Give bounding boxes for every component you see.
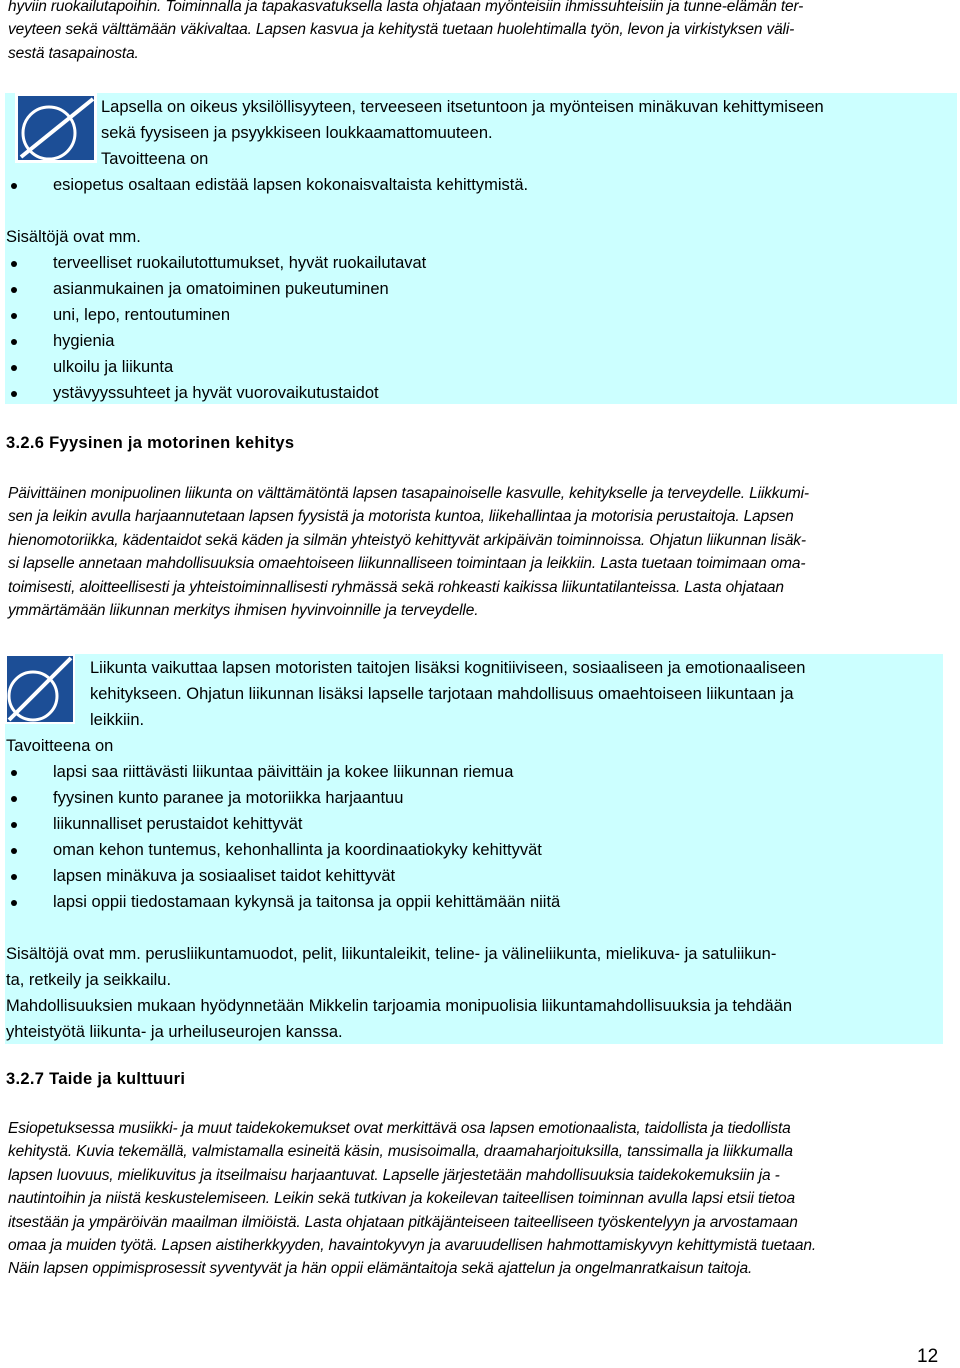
goal-heading: Tavoitteena on [6,737,114,755]
list-item: hygienia [5,328,955,354]
intro-line: sekä fyysiseen ja psyykkiseen loukkaamattomuuteen. [101,124,493,142]
intro-line: Lapsella on oikeus yksilöllisyyteen, terveeseen itsetuntoon ja myönteisen minäkuvan kehittymiseen [101,98,824,116]
list-item: liikunnalliset perustaidot kehittyvät [5,811,941,837]
list-item: lapsen minäkuva ja sosiaaliset taidot kehittyvät [5,863,941,889]
list-item: lapsi oppii tiedostamaan kykynsä ja taitonsa ja oppii kehittämään niitä [5,889,941,915]
intro-line: kehitykseen. Ohjatun liikunnan lisäksi lapselle tarjotaan mahdollisuus omaehtoiseen liikuntaan ja [90,685,794,703]
text-line: ymmärtämään liikunnan merkitys ihmisen hyvinvoinnille ja terveydelle. [8,602,479,620]
text-line: itsestään ja ympäröivän maailman ilmiöistä. Lasta ohjataan pitkäjänteiseen taiteelliseen työskentelyyn ja arvostamaan [8,1213,798,1231]
section-heading: 3.2.6 Fyysinen ja motorinen kehitys [6,434,295,452]
text-line: Päivittäinen monipuolinen liikunta on välttämätöntä lapsen tasapainoiselle kasvulle, kehitykselle ja terveydelle. Liikkumi- [8,485,809,502]
list-item: lapsi saa riittävästi liikuntaa päivittäin ja kokee liikunnan riemua [5,759,941,785]
text-line: sestä tasapainosta. [8,44,139,62]
top-paragraph [8,0,953,65]
section-paragraph [8,1117,953,1281]
logo-icon [15,93,97,163]
section-heading: 3.2.7 Taide ja kulttuuri [6,1070,186,1088]
text-line: toimisesti, aloitteellisesti ja yhteistoiminnallisesti ryhmässä sekä rohkeasti kaikissa liikuntatilanteissa. Lasta ohjataan [8,578,784,596]
text-line: hienomotoriikka, kädentaidot sekä käden ja silmän yhteistyö kehittyvät arkipäivän toiminnoissa. Ohjatun liikunnan lisäk- [8,531,806,549]
intro-line: Liikunta vaikuttaa lapsen motoristen taitojen lisäksi kognitiiviseen, sosiaaliseen ja emotionaaliseen [90,659,806,677]
text-line: lapsen luovuus, mielikuvitus ja itseilmaisu harjaantuvat. Lapselle järjestetään mahdollisuuksia taidekokemuksiin ja - [8,1166,780,1184]
text-line: Esiopetuksessa musiikki- ja muut taidekokemukset ovat merkittävä osa lapsen emotionaalista, taidollista ja tiedollista [8,1120,791,1137]
contents-line: yhteistyötä liikunta- ja urheiluseurojen kanssa. [6,1023,343,1041]
list-item: terveelliset ruokailutottumukset, hyvät ruokailutavat [5,250,955,276]
text-line: veyteen sekä välttämään väkivaltaa. Lapsen kasvua ja kehitystä tuetaan huolehtimalla työn, levon ja virkistyksen väli- [8,21,795,39]
contents-line: Sisältöjä ovat mm. perusliikuntamuodot, pelit, liikuntaleikit, teline- ja välineliikunta, mielikuva- ja satuliikun- [6,945,777,963]
info-box-health [5,93,957,404]
section-paragraph [8,482,953,622]
contents-list [5,250,955,406]
list-item: uni, lepo, rentoutuminen [5,302,955,328]
list-item: asianmukainen ja omatoiminen pukeutuminen [5,276,955,302]
goal-list [5,759,941,915]
logo-icon [5,654,75,724]
list-item: ystävyyssuhteet ja hyvät vuorovaikutustaidot [5,380,955,406]
text-line: si lapselle annetaan mahdollisuuksia omaehtoiseen liikunnalliseen toimintaan ja leikkiin. Lasta tuetaan toimimaan oma- [8,555,806,573]
text-line: hyviin ruokailutapoihin. Toiminnalla ja tapakasvatuksella lasta ohjataan myönteisiin ihmissuhteisiin ja tunne-elämän ter- [8,0,804,15]
page-number: 12 [917,1346,939,1367]
text-line: sen ja leikin avulla harjaannutetaan lapsen fyysistä ja motorista kuntoa, liikehallintaa ja motorisia perustaitoja. Lapsen [8,508,794,526]
list-item: ulkoilu ja liikunta [5,354,955,380]
list-item: oman kehon tuntemus, kehonhallinta ja koordinaatiokyky kehittyvät [5,837,941,863]
intro-line: leikkiin. [90,711,145,729]
text-line: omaa ja muiden työtä. Lapsen aistiherkkyyden, havaintokyvyn ja avaruudellisen hahmottamiskyvyn kehittymistä tuetaan. [8,1237,816,1255]
info-box-motor [5,654,943,1044]
text-line: kehitystä. Kuvia tekemällä, valmistamalla esineitä käsin, musisoimalla, draamaharjoituksilla, tanssimalla ja liikkumalla [8,1143,793,1161]
text-line: nautintoihin ja niistä keskustelemiseen. Leikin sekä tutkivan ja kokeilevan taiteellisen toiminnan avulla lapsi etsii tietoa [8,1190,795,1208]
list-item: esiopetus osaltaan edistää lapsen kokonaisvaltaista kehittymistä. [5,172,955,198]
contents-line: ta, retkeily ja seikkailu. [6,971,172,989]
goal-list [5,172,955,198]
goal-heading: Tavoitteena on [101,150,209,168]
list-item: fyysinen kunto paranee ja motoriikka harjaantuu [5,785,941,811]
contents-heading: Sisältöjä ovat mm. [6,228,141,246]
text-line: Näin lapsen oppimisprosessit syventyvät ja hän oppii elämäntaitoja sekä ajattelun ja ongelmanratkaisun taitoja. [8,1260,753,1278]
contents-line: Mahdollisuuksien mukaan hyödynnetään Mikkelin tarjoamia monipuolisia liikuntamahdollisuuksia ja tehdään [6,997,793,1015]
